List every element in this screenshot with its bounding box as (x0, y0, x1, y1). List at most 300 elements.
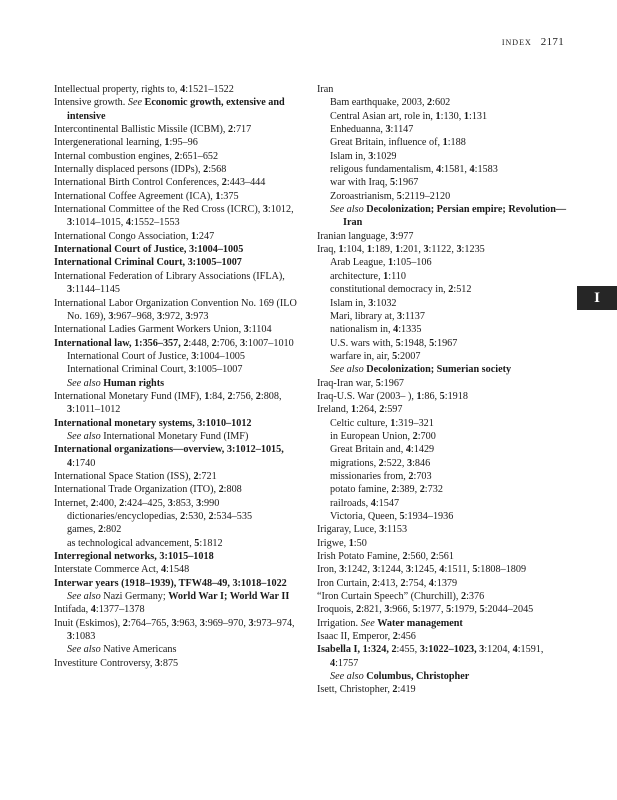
entry-text: :424–425, (124, 497, 168, 509)
entry-text: :1757 (335, 657, 359, 669)
entry-text: Iron Curtain, (317, 577, 373, 589)
entry-text: :1918 (444, 390, 468, 402)
entry-text: 2 (392, 684, 398, 696)
entry-text: International Monetary Fund (IMF), (54, 390, 205, 402)
entry-text: 1 (350, 404, 357, 416)
entry-text: :1967 (434, 337, 458, 349)
entry-text: 5 (389, 177, 396, 189)
entry-text: 2 (227, 390, 233, 402)
entry-text: 2 (183, 337, 189, 349)
entry-text: 5 (396, 190, 402, 202)
entry-text: railroads, (330, 497, 371, 509)
index-entry (54, 256, 300, 269)
entry-text: constitutional democracy in, (330, 284, 449, 296)
entry-text: 1 (390, 417, 396, 429)
entry-text: 3 (108, 310, 114, 322)
entry-text: Economic growth, extensive and intensive (67, 97, 285, 122)
entry-text: 4 (439, 564, 445, 576)
index-subentry (317, 483, 567, 496)
entry-text: 1 (463, 110, 469, 122)
index-subentry (317, 510, 567, 523)
entry-text: International Committee of the Red Cross (ICRC), (54, 204, 263, 216)
entry-text: :530, (185, 511, 209, 522)
index-entry (54, 150, 300, 163)
entry-text: :1204, (484, 644, 513, 656)
index-entry (54, 483, 300, 496)
entry-text: :1521–1522 (185, 84, 234, 95)
entry-text: :703 (413, 470, 432, 482)
entry-text: :131 (468, 110, 488, 122)
entry-text: :2119–2120 (401, 190, 451, 202)
entry-text: Decolonization; Persian empire; Revolution—Iran (343, 204, 567, 229)
index-subentry (317, 417, 567, 430)
entry-text: :1242, (344, 564, 373, 576)
entry-text: :1979, (451, 604, 480, 616)
entry-text: :389, (396, 484, 420, 496)
index-entry (317, 83, 567, 96)
entry-text: :1137 (402, 310, 425, 322)
entry-text: :764–765, (127, 617, 172, 629)
entry-text: 3 (67, 404, 73, 416)
index-entry (317, 563, 567, 576)
entry-text: :1032 (373, 297, 397, 309)
index-subentry (317, 256, 567, 269)
entry-text: See (127, 97, 142, 109)
entry-text: :201, (400, 244, 424, 256)
entry-text: 4 (393, 324, 399, 336)
entry-text: 3 (243, 324, 249, 336)
entry-text: 2 (402, 551, 408, 563)
entry-text: 5 (429, 337, 435, 349)
index-subentry (317, 297, 567, 310)
index-entry (54, 270, 300, 297)
entry-text: 4 (428, 577, 434, 589)
entry-text: :1948, (400, 337, 430, 349)
entry-text: 1 (383, 270, 389, 282)
entry-text: :95–96 (169, 137, 198, 149)
entry-text: Ireland, (317, 404, 351, 416)
entry-text: Isaac II, Emperor, (317, 631, 393, 643)
index-subentry (54, 363, 300, 376)
entry-text: See also (330, 671, 364, 683)
index-entry (54, 243, 300, 256)
entry-text: 4 (330, 657, 336, 669)
entry-text: 1 (338, 244, 344, 256)
index-subentry (317, 150, 567, 163)
entry-text: 4 (180, 84, 186, 95)
entry-text: :2007 (397, 350, 421, 362)
entry-text: Internal combustion engines, (54, 150, 175, 162)
entry-text: :1977, (417, 604, 447, 616)
entry-text: 5 (472, 564, 478, 576)
index-subentry (317, 283, 567, 296)
entry-text: religous fundamentalism, (330, 164, 437, 176)
index-entry (54, 577, 300, 590)
entry-text: :973–974, (253, 617, 295, 629)
entry-text: 4 (90, 604, 96, 616)
entry-text: 1 (215, 190, 221, 202)
entry-text: International Trade Organization (ITO), (54, 484, 219, 496)
entry-text: International monetary systems, 3:1010–1012 (54, 417, 252, 429)
index-subentry (54, 590, 300, 603)
entry-text: “Iron Curtain Speech” (Churchill), (317, 591, 461, 603)
entry-text: :105–106 (393, 257, 432, 269)
entry-text: :1740 (72, 457, 96, 469)
index-subentry (317, 323, 567, 336)
index-entry (317, 550, 567, 563)
entry-text: Investiture Controversy, (54, 657, 155, 669)
entry-text: 2 (174, 150, 180, 162)
entry-text: :1011–1012 (72, 404, 121, 416)
entry-text: :419 (397, 684, 416, 696)
entry-text: missionaries from, (330, 470, 409, 482)
index-entry (54, 417, 300, 430)
entry-text: 3 (185, 310, 191, 322)
entry-text: :1429 (410, 444, 435, 456)
entry-text: Irigaray, Luce, (317, 524, 380, 536)
entry-text: Irish Potato Famine, (317, 551, 403, 563)
entry-text: 5 (392, 350, 398, 362)
index-entry (54, 176, 300, 189)
entry-text: :1547 (375, 497, 400, 509)
entry-text: 3 (67, 217, 73, 229)
entry-text: Decolonization; Sumerian society (366, 364, 512, 376)
entry-text: Iranian language, (317, 230, 391, 242)
entry-text: 2 (400, 577, 406, 589)
index-subentry (317, 163, 567, 176)
entry-text: :319–321 (395, 417, 434, 429)
entry-text: :188 (447, 137, 466, 149)
entry-text: Iraq, (317, 244, 339, 256)
entry-text: 4 (160, 564, 167, 576)
entry-text: 3 (262, 204, 268, 216)
entry-text: as technological advancement, (67, 537, 195, 549)
entry-text: Native Americans (100, 644, 177, 656)
entry-text: 2 (461, 591, 467, 603)
index-entry (317, 683, 567, 696)
entry-text: 2 (98, 524, 104, 536)
index-entry (317, 377, 567, 390)
entry-text: 2 (122, 617, 128, 629)
entry-text: :375 (220, 190, 239, 202)
entry-text: :963, (176, 617, 200, 629)
entry-text: International Court of Justice, 3:1004–1005 (54, 244, 244, 256)
index-entry (317, 577, 567, 590)
index-entry (54, 123, 300, 136)
entry-text: :1012, (267, 204, 294, 216)
index-entry (317, 643, 567, 670)
entry-text: :756, (232, 390, 256, 402)
entry-text: :700 (417, 430, 436, 442)
page-number: 2171 (540, 36, 564, 48)
entry-text: 2 (372, 577, 378, 589)
entry-text: :990 (201, 497, 220, 509)
entry-text: :967–968, (113, 310, 157, 322)
entry-text: :972, (162, 310, 186, 322)
entry-text: :846 (412, 457, 431, 469)
index-subentry (317, 337, 567, 350)
index-subentry (317, 123, 567, 136)
entry-text: Internet, (54, 497, 91, 509)
entry-text: 5 (375, 377, 381, 389)
entry-text: International Criminal Court, (67, 364, 189, 376)
entry-text: :651–652 (179, 150, 219, 162)
entry-text: :1377–1378 (95, 604, 145, 616)
entry-text: International Congo Association, (54, 230, 191, 242)
entry-text: :1583 (474, 164, 498, 176)
entry-text: 3:1022–1023, 3 (419, 644, 485, 656)
entry-text: Interregional networks, 3:1015–1018 (54, 551, 214, 563)
entry-text: 3 (191, 350, 197, 362)
index-entry (54, 550, 300, 563)
entry-text: 2 (379, 404, 385, 416)
entry-text: :977 (395, 230, 414, 242)
entry-text: 2 (221, 177, 227, 189)
entry-text: 2 (448, 284, 454, 296)
entry-text: 5 (446, 604, 452, 616)
entry-text: International Coffee Agreement (ICA), (54, 190, 216, 202)
entry-text: 5 (439, 390, 445, 402)
entry-text: Great Britain, influence of, (330, 137, 443, 149)
entry-text: See also (67, 591, 101, 603)
entry-text: Irigwe, (317, 537, 349, 549)
entry-text: 4 (67, 457, 73, 469)
entry-text: 1 (348, 537, 354, 549)
entry-text: migrations, (330, 457, 379, 469)
index-subentry (54, 537, 300, 550)
entry-text: :560, (407, 551, 431, 563)
entry-text: 2 (378, 457, 384, 469)
entry-text: 2 (391, 484, 397, 496)
entry-text: World War I; World War II (168, 591, 290, 603)
entry-text: nationalism in, (330, 324, 394, 336)
entry-text: Intifada, (54, 604, 91, 616)
entry-text: 3 (368, 297, 374, 309)
entry-text: 2 (90, 497, 96, 509)
entry-text: in European Union, (330, 430, 413, 442)
entry-text: Irrigation. (317, 617, 361, 629)
entry-text: :1245, (410, 564, 440, 576)
entry-text: :754, (405, 577, 429, 589)
entry-text: :808, (260, 390, 282, 402)
entry-text: Interstate Commerce Act, (54, 564, 161, 576)
entry-text: :1812 (199, 537, 223, 549)
entry-text: :802 (103, 524, 122, 536)
entry-text: Intergenerational learning, (54, 137, 165, 149)
entry-text: :448, (188, 337, 212, 349)
entry-text: 3 (67, 631, 73, 643)
entry-text: 3 (339, 564, 345, 576)
entry-text: :1007–1010 (245, 337, 294, 349)
entry-text: 3 (199, 617, 205, 629)
entry-text: 2 (412, 430, 418, 442)
entry-text: Inuit (Eskimos), (54, 617, 123, 629)
index-entry (54, 657, 300, 670)
entry-text: Iraq-U.S. War (2003– ), (317, 390, 417, 402)
index-subentry (317, 363, 567, 376)
entry-text: Victoria, Queen, (330, 511, 400, 522)
entry-text: 1 (190, 230, 197, 242)
entry-text: 3 (248, 617, 254, 629)
entry-text: 2 (228, 124, 234, 136)
entry-text: :247 (196, 230, 215, 242)
index-entry (54, 390, 300, 417)
entry-text: :1144–1145 (72, 284, 121, 296)
entry-text: 1 (366, 244, 372, 256)
entry-text: :130, (440, 110, 464, 122)
entry-text: 2 (392, 631, 398, 643)
index-entry (317, 230, 567, 243)
entry-text: 1 (416, 390, 422, 402)
entry-text: 2 (391, 644, 397, 656)
entry-text: :1014–1015, (72, 217, 126, 229)
index-column-left (54, 83, 300, 670)
entry-text: Islam in, (330, 150, 369, 162)
entry-text: warfare in, air, (330, 350, 393, 362)
entry-text: 3 (171, 617, 177, 629)
entry-text: Isett, Christopher, (317, 684, 393, 696)
index-entry (317, 590, 567, 603)
entry-text: 1 (164, 137, 170, 149)
index-subentry (317, 270, 567, 283)
entry-text: 5 (412, 604, 418, 616)
index-subentry (317, 190, 567, 203)
index-entry (317, 537, 567, 550)
entry-text: war with Iraq, (330, 177, 390, 189)
entry-text: 3 (67, 284, 73, 296)
index-entry (317, 523, 567, 536)
entry-text: See also (67, 430, 101, 442)
entry-text: :1235 (461, 244, 485, 256)
entry-text: U.S. wars with, (330, 337, 396, 349)
entry-text: :732 (424, 484, 443, 496)
entry-text: 2 (408, 470, 414, 482)
entry-text: :1967 (380, 377, 405, 389)
entry-text: 2 (180, 511, 186, 522)
index-entry (54, 497, 300, 510)
entry-text: Intellectual property, rights to, (54, 84, 181, 95)
entry-text: :597 (384, 404, 403, 416)
entry-text: Nazi Germany; (100, 591, 169, 603)
entry-text: Intercontinental Ballistic Missile (ICBM), (54, 124, 229, 136)
index-entry (54, 443, 300, 470)
entry-text: 2 (208, 511, 214, 522)
entry-text: :1934–1936 (404, 511, 454, 522)
entry-text: 3 (239, 337, 246, 349)
entry-text: :2044–2045 (484, 604, 534, 616)
index-subentry (54, 350, 300, 363)
entry-text: See also (67, 644, 101, 656)
index-entry (54, 470, 300, 483)
entry-text: :1147 (390, 124, 414, 136)
entry-text: :721 (198, 470, 217, 482)
index-entry (317, 603, 567, 616)
index-entry (54, 603, 300, 616)
entry-text: 2 (430, 551, 436, 563)
running-header-label: INDEX (501, 38, 532, 47)
index-entry (54, 136, 300, 149)
entry-text: games, (67, 524, 99, 536)
entry-text: International Monetary Fund (IMF) (100, 430, 249, 442)
entry-text: Human rights (103, 377, 165, 389)
entry-text: 1 (387, 257, 394, 269)
index-entry (317, 390, 567, 403)
entry-text: :1029 (373, 150, 397, 162)
entry-text: Bam earthquake, 2003, (330, 97, 428, 109)
entry-text: 4 (469, 164, 475, 176)
entry-text: 3 (372, 564, 378, 576)
entry-text: 3 (379, 524, 385, 536)
entry-text: International Space Station (ISS), (54, 470, 194, 482)
entry-text: :1104 (248, 324, 272, 336)
index-entry (317, 243, 567, 256)
entry-text: 3 (405, 564, 411, 576)
entry-text: 2 (419, 484, 425, 496)
entry-text: Mari, library at, (330, 310, 398, 322)
entry-text: :821, (361, 604, 385, 616)
entry-text: Intensive growth. (54, 97, 128, 109)
entry-text: Iron, (317, 564, 340, 576)
entry-text: International Court of Justice, (67, 350, 192, 362)
entry-text: potato famine, (330, 484, 392, 496)
entry-text: :443–444 (226, 177, 266, 189)
index-entry (54, 96, 300, 123)
entry-text: 3 (456, 244, 462, 256)
entry-text: :1244, (377, 564, 406, 576)
entry-text: 3 (390, 230, 396, 242)
index-subentry (317, 136, 567, 149)
index-entry (54, 563, 300, 576)
index-subentry (317, 443, 567, 456)
index-subentry (317, 96, 567, 109)
entry-text: :1548 (166, 564, 190, 576)
entry-text: :413, (377, 577, 401, 589)
entry-text: 3 (167, 497, 173, 509)
index-subentry (317, 310, 567, 323)
entry-text: :456 (397, 631, 416, 643)
entry-text: 4 (405, 444, 411, 456)
entry-text: 5 (194, 537, 200, 549)
entry-text: International Federation of Library Associations (IFLA), (54, 270, 285, 282)
entry-text: See (360, 617, 375, 629)
entry-text: 2 (356, 604, 362, 616)
index-subentry (54, 523, 300, 536)
entry-text: 1 (204, 390, 210, 402)
entry-text: :189, (371, 244, 396, 256)
entry-text: Great Britain and, (330, 444, 406, 456)
entry-text: :455, (396, 644, 420, 656)
entry-text: :522, (383, 457, 407, 469)
entry-text: :1005–1007 (193, 364, 243, 376)
index-subentry (317, 350, 567, 363)
entry-text: 3 (385, 124, 391, 136)
entry-text: 4 (436, 164, 442, 176)
entry-text: Celtic culture, (330, 417, 391, 429)
entry-text: 5 (399, 511, 405, 522)
entry-text: :84, (209, 390, 228, 402)
entry-text: 3 (406, 457, 413, 469)
entry-text: 2 (193, 470, 199, 482)
index-entry (54, 203, 300, 230)
index-entry (54, 83, 300, 96)
index-subentry (54, 430, 300, 443)
entry-text: :376 (466, 591, 485, 603)
index-entry (317, 617, 567, 630)
entry-text: architecture, (330, 270, 384, 282)
entry-text: Islam in, (330, 297, 369, 309)
entry-text: :1335 (398, 324, 422, 336)
entry-text: :973 (190, 310, 209, 322)
